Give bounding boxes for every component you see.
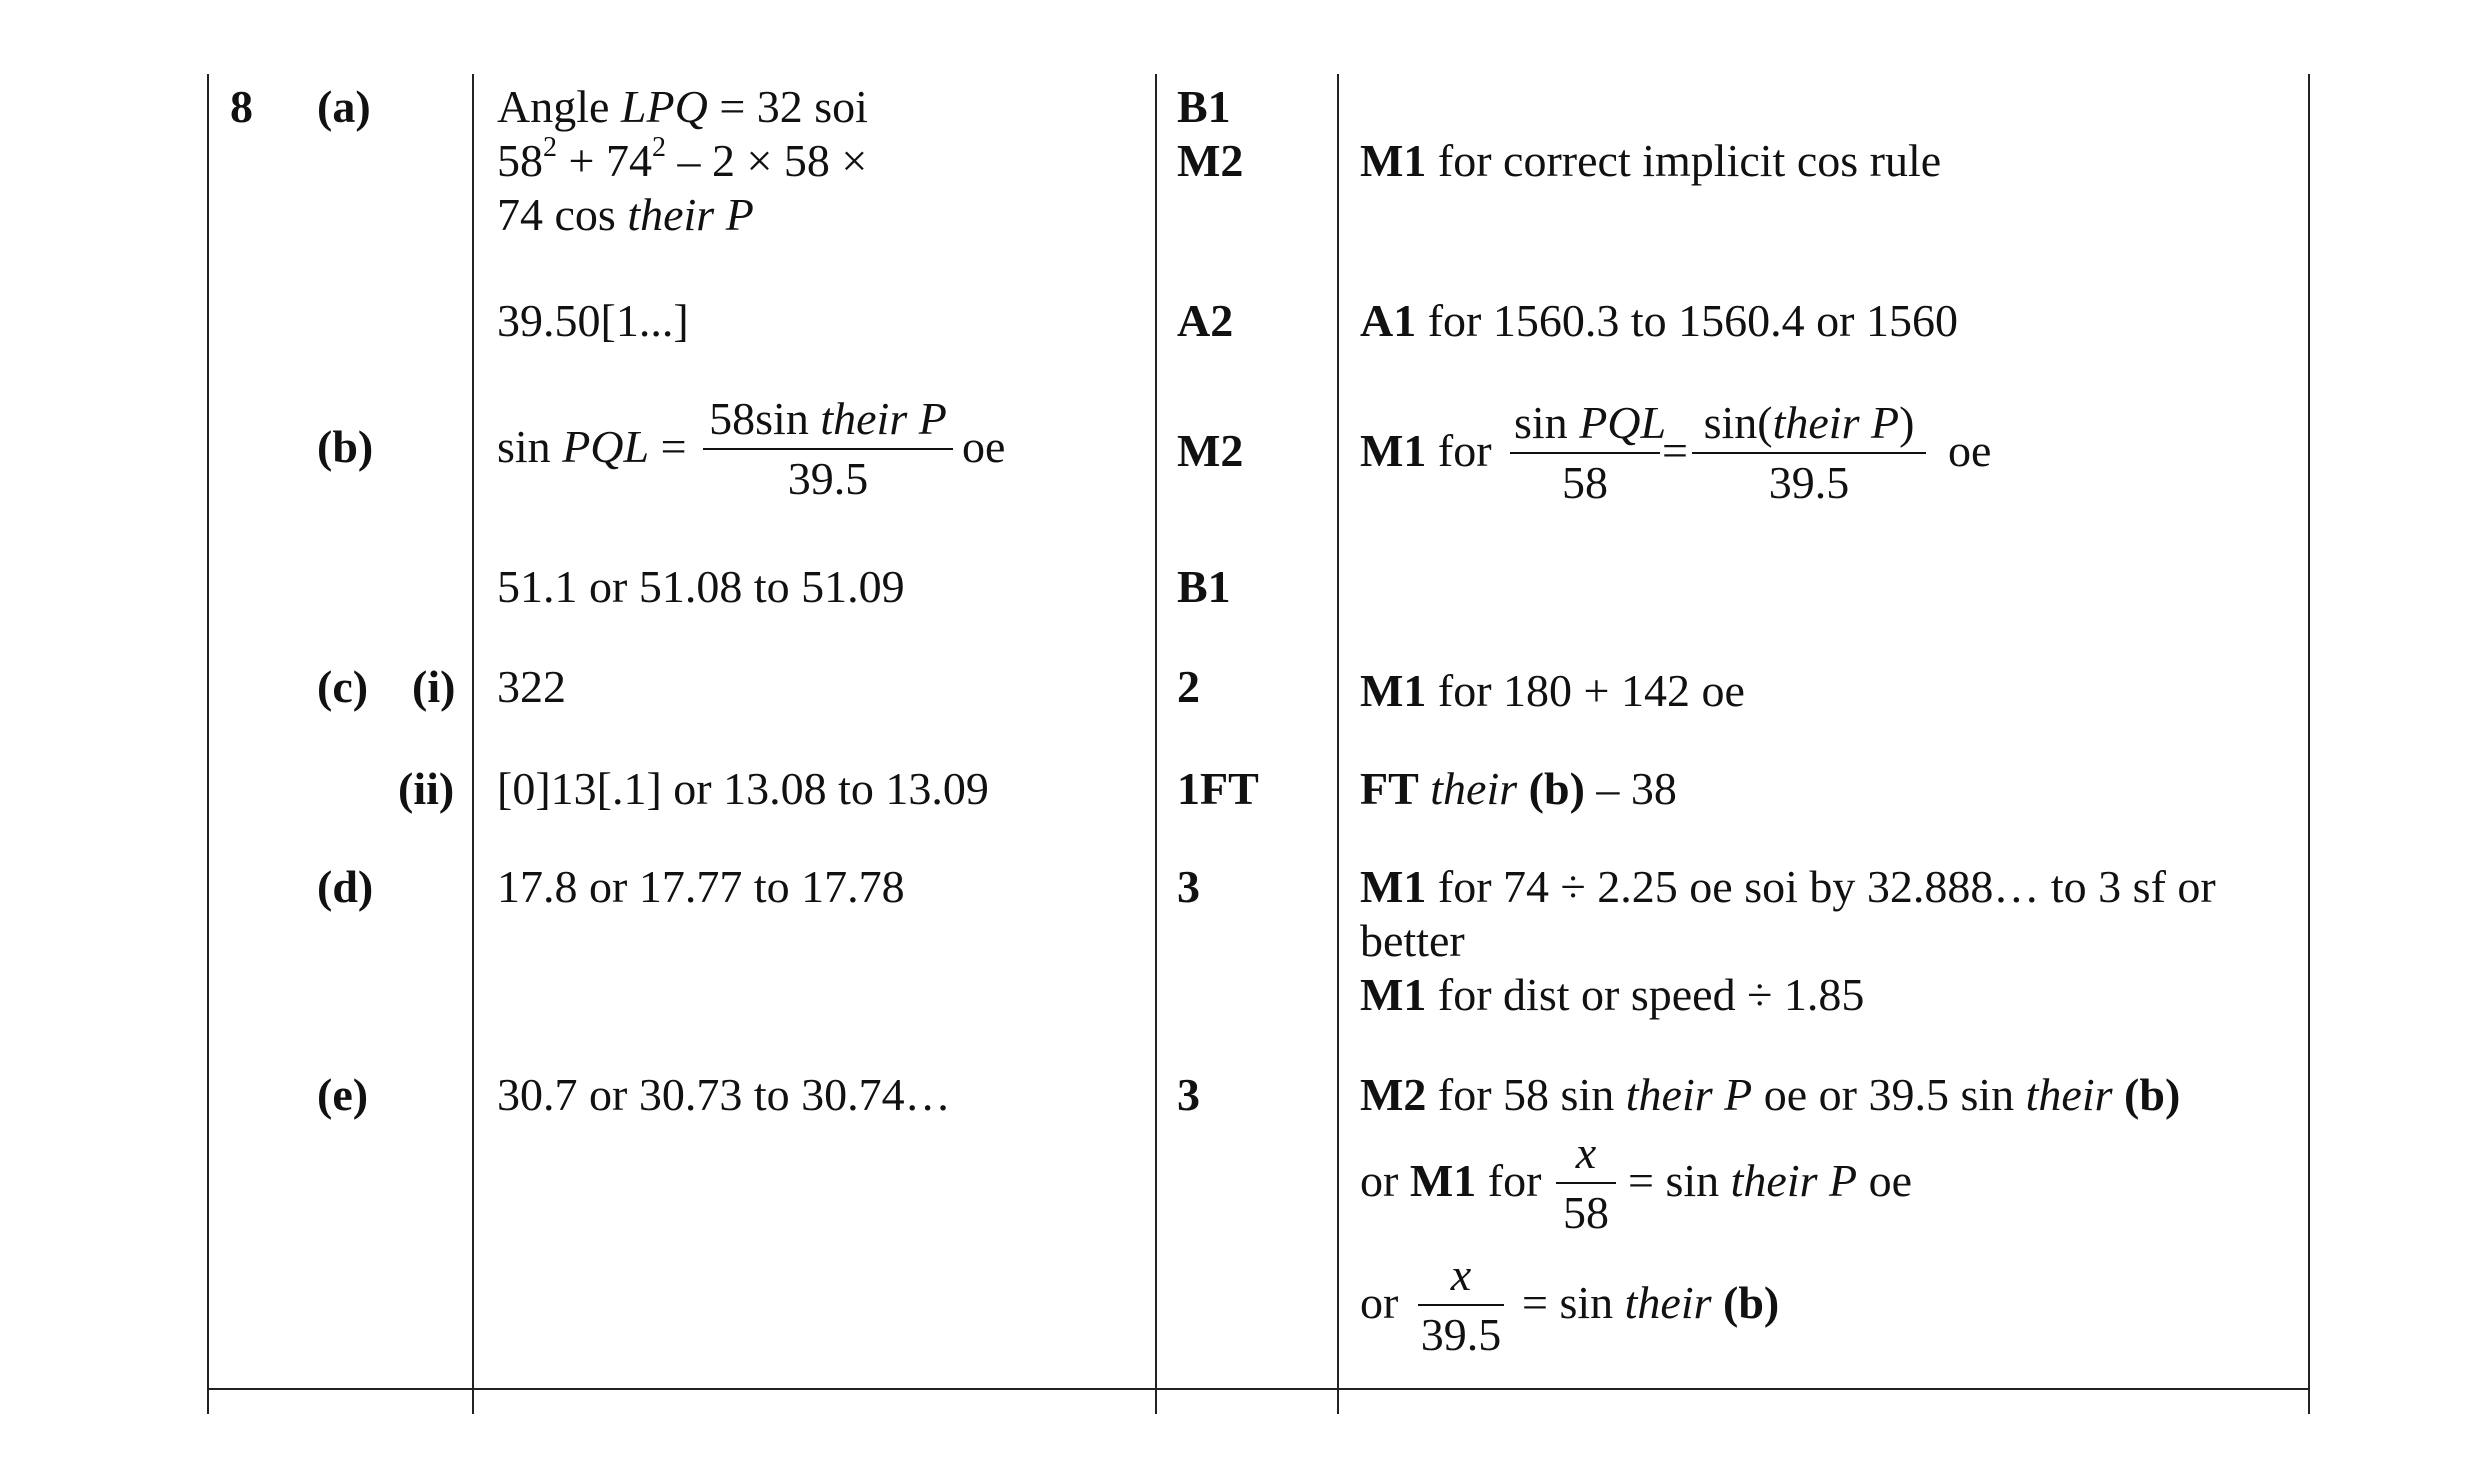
part-a-guidance-2: A1 for 1560.3 to 1560.4 or 1560 xyxy=(1360,295,1958,346)
part-d-answer: 17.8 or 17.77 to 17.78 xyxy=(497,861,905,912)
part-e-guidance-3-fraction: x 39.5 xyxy=(1418,1250,1504,1360)
part-c-ii-mark: 1FT xyxy=(1177,763,1259,814)
part-b-mark-2: B1 xyxy=(1177,561,1231,612)
part-c-ii-answer: [0]13[.1] or 13.08 to 13.09 xyxy=(497,763,989,814)
part-c-i-guidance: M1 for 180 + 142 oe xyxy=(1360,665,1745,716)
table-right-border xyxy=(2308,74,2310,1414)
part-d-guidance-1: M1 for 74 ÷ 2.25 oe soi by 32.888… to 3 sf or xyxy=(1360,861,2216,912)
part-b-label: (b) xyxy=(317,421,374,472)
part-c-i-answer: 322 xyxy=(497,661,566,712)
part-a-mark-3: A2 xyxy=(1177,295,1234,346)
part-c-ii-label: (ii) xyxy=(398,763,455,814)
part-c-i-mark: 2 xyxy=(1177,661,1200,712)
part-d-mark: 3 xyxy=(1177,861,1200,912)
part-e-guidance-2-rest: = sin their P oe xyxy=(1628,1155,1913,1206)
part-b-guidance-prefix: M1 for xyxy=(1360,425,1492,476)
part-a-mark-2: M2 xyxy=(1177,135,1244,186)
part-a-answer-line2: $58^2 + 74^2 - 2 \times 58$ × xyxy=(497,131,868,186)
part-e-guidance-3-prefix: or xyxy=(1360,1277,1399,1328)
part-d-guidance-1-continued: better xyxy=(1360,915,1465,966)
part-e-label: (e) xyxy=(317,1069,369,1120)
part-a-mark-1: B1 xyxy=(1177,81,1231,132)
part-b-answer-oe: oe xyxy=(962,421,1006,472)
column-divider-answer xyxy=(472,74,474,1414)
part-a-answer-line3: 74 cos their P xyxy=(497,189,754,240)
part-c-label: (c) xyxy=(317,661,369,712)
part-b-answer-lhs: sin PQL = xyxy=(497,421,687,472)
column-divider-guidance xyxy=(1337,74,1339,1414)
part-b-final-answer: 51.1 or 51.08 to 51.09 xyxy=(497,561,905,612)
part-e-answer: 30.7 or 30.73 to 30.74… xyxy=(497,1069,951,1120)
part-c-i-label: (i) xyxy=(412,661,456,712)
part-e-guidance-2-fraction: x 58 xyxy=(1556,1128,1616,1238)
part-b-answer-fraction: 58sin their P 39.5 xyxy=(703,394,953,504)
part-e-guidance-3-rest: = sin their (b) xyxy=(1522,1277,1780,1328)
table-bottom-border xyxy=(207,1388,2310,1390)
part-b-guidance-fraction-1: sin PQL 58 xyxy=(1510,398,1660,508)
part-b-guidance-oe: oe xyxy=(1948,425,1992,476)
part-d-guidance-2: M1 for dist or speed ÷ 1.85 xyxy=(1360,969,1865,1020)
part-b-guidance-equals: = xyxy=(1662,425,1688,476)
part-e-mark: 3 xyxy=(1177,1069,1200,1120)
part-e-guidance-2-prefix: or M1 for xyxy=(1360,1155,1542,1206)
part-a-label: (a) xyxy=(317,81,371,132)
question-number: 8 xyxy=(230,81,253,132)
column-divider-marks xyxy=(1155,74,1157,1414)
part-b-mark-1: M2 xyxy=(1177,425,1244,476)
table-left-border xyxy=(207,74,209,1414)
part-a-guidance-1: M1 for correct implicit cos rule xyxy=(1360,135,1942,186)
part-a-answer-line1: Angle LPQ = 32 soi xyxy=(497,81,868,132)
part-b-guidance-fraction-2: sin(their P) 39.5 xyxy=(1692,398,1926,508)
part-d-label: (d) xyxy=(317,861,374,912)
part-c-ii-guidance: FT their (b) – 38 xyxy=(1360,763,1677,814)
part-a-final-answer: 39.50[1...] xyxy=(497,295,689,346)
part-e-guidance-1: M2 for 58 sin their P oe or 39.5 sin their (b) xyxy=(1360,1069,2181,1120)
